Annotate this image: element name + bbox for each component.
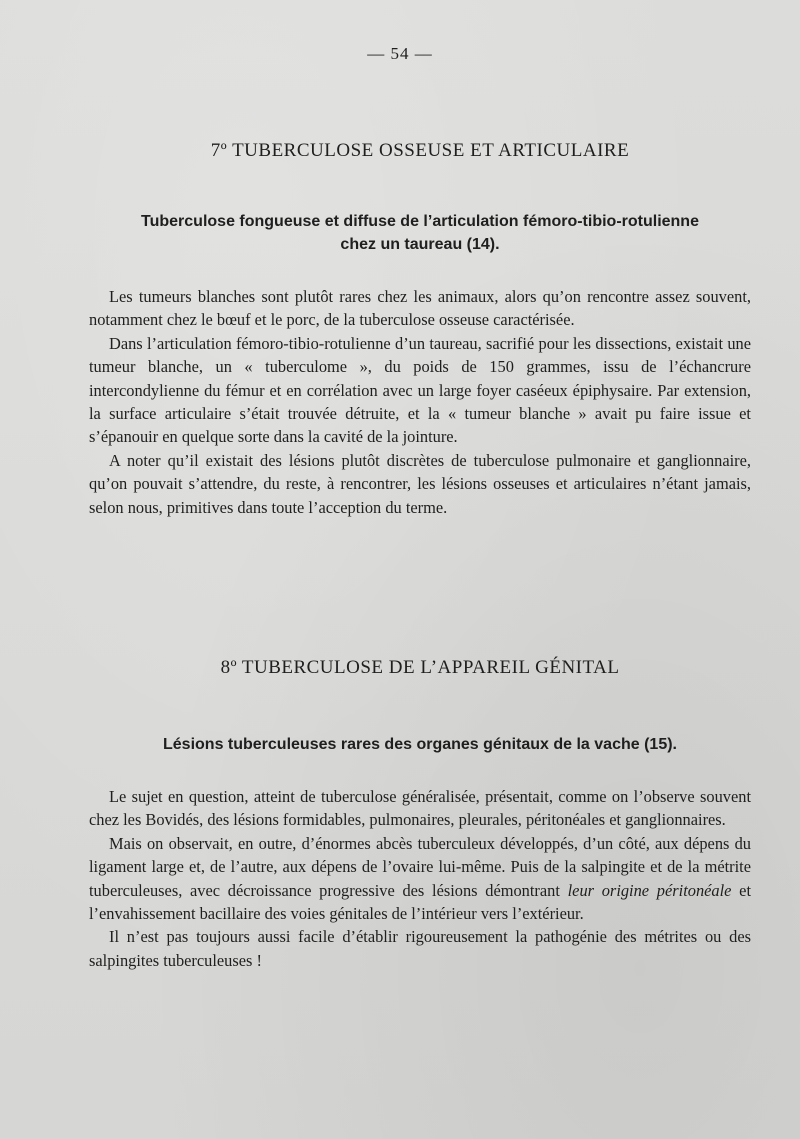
paragraph: A noter qu’il existait des lésions plutôt discrètes de tuberculose pulmonaire et ganglionnaire, qu’on pouvait s’attendre, du reste, à rencontrer, les lésions osseuses et articulaires n’étant jamais, selon nous, primitives dans toute l’acception du terme. bbox=[89, 450, 751, 517]
page-number: — 54 — bbox=[367, 44, 433, 63]
paragraph-text: et l’envahissement bacillaire des voies génitales de l’intérieur vers l’extérieur. bbox=[89, 880, 751, 924]
subheading-line-1: Tuberculose fongueuse et diffuse de l’articulation fémoro-tibio-rotulienne bbox=[141, 213, 699, 230]
italic-phrase: leur origine péritonéale bbox=[567, 880, 732, 900]
paragraph bbox=[89, 832, 751, 926]
subheading-cow-genital: Lésions tuberculeuses rares des organes génitaux de la vache (15). bbox=[163, 736, 677, 753]
paragraph: Les tumeurs blanches sont plutôt rares chez les animaux, alors qu’on rencontre assez souvent, notamment chez le bœuf et le porc, de la tuberculose osseuse caractérisée. bbox=[89, 287, 751, 330]
section-heading-bone-tuberculosis: 7º TUBERCULOSE OSSEUSE ET ARTICULAIRE bbox=[210, 140, 630, 161]
section-heading-genital-tuberculosis: 8º TUBERCULOSE DE L’APPAREIL GÉNITAL bbox=[220, 657, 620, 678]
paragraph: Dans l’articulation fémoro-tibio-rotulienne d’un taureau, sacrifié pour les dissections, existait une tumeur blanche, un « tuberculome », du poids de 150 grammes, issu de l’échancrure intercondylienne du fémur et en corrélation avec un large foyer caséeux épiphysaire. Par extension, la surface articulaire s’était trouvée détruite, et la « tumeur blanche » avait pu faire issue et s’épanouir en quelque sorte dans la cavité de la jointure. bbox=[89, 333, 751, 447]
subheading-line-2: chez un taureau (14). bbox=[340, 236, 500, 253]
section8-body bbox=[89, 785, 751, 972]
paragraph: Il n’est pas toujours aussi facile d’établir rigoureusement la pathogénie des métrites ou des salpingites tuberculeuses ! bbox=[89, 927, 751, 970]
paragraph: Le sujet en question, atteint de tuberculose généralisée, présentait, comme on l’observe souvent chez les Bovidés, des lésions formidables, pulmonaires, pleurales, péritonéales et ganglionnaires. bbox=[89, 787, 751, 830]
section7-body bbox=[89, 285, 751, 519]
paragraph-text: Mais on observait, en outre, d’énormes abcès tuberculeux développés, d’un côté, aux dépens du ligament large et, de l’autre, aux dépens de l’ovaire lui-même. Puis de la salpingite et de la métrite tuberculeuses, avec décroissance progressive des lésions démontrant bbox=[89, 833, 751, 900]
subheading-bull-joint bbox=[88, 210, 752, 256]
